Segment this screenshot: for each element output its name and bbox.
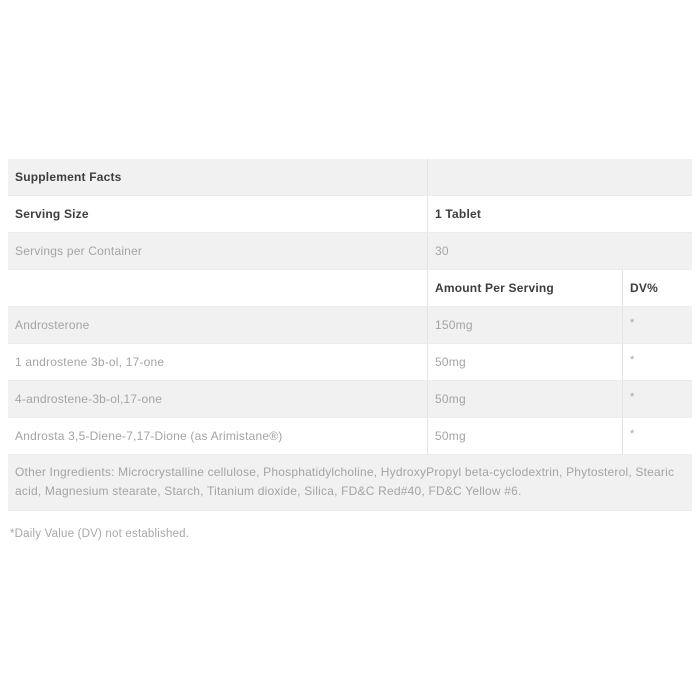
serving-size-label-cell	[8, 196, 427, 232]
ingredient-dv-cell	[622, 307, 692, 343]
ingredient-amount-cell	[427, 381, 622, 417]
supplement-facts-panel	[8, 159, 692, 540]
ingredient-dv: *	[630, 317, 635, 329]
ingredient-amount: 50mg	[435, 392, 466, 406]
ingredient-name: 1 androstene 3b-ol, 17-one	[15, 355, 165, 369]
servings-label: Servings per Container	[15, 244, 143, 258]
ingredient-name-cell	[8, 344, 427, 380]
ingredient-dv-cell	[622, 344, 692, 380]
servings-label-cell	[8, 233, 427, 269]
serving-size-value-cell	[427, 196, 692, 232]
other-ingredients-row	[8, 455, 692, 511]
table-row-servings-per-container	[8, 233, 692, 270]
servings-value: 30	[435, 244, 449, 258]
ingredient-name-cell	[8, 307, 427, 343]
serving-size-value: 1 Tablet	[435, 207, 482, 221]
ingredient-amount: 150mg	[435, 318, 473, 332]
ingredient-amount: 50mg	[435, 355, 466, 369]
other-ingredients-text: Other Ingredients: Microcrystalline cellulose, Phosphatidylcholine, HydroxyPropyl beta-cyclodextrin, Phytosterol, Stearic acid, Magnesium stearate, Starch, Titanium dioxide, Silica, FD&C Red#40, FD&C Yellow #6.	[15, 465, 675, 498]
ingredient-name: Androsta 3,5-Diene-7,17-Dione (as Arimistane®)	[15, 429, 283, 443]
ingredient-amount-cell	[427, 344, 622, 380]
panel-title-cell	[8, 159, 427, 195]
dv-footnote: *Daily Value (DV) not established.	[10, 528, 190, 540]
ingredient-dv: *	[630, 354, 635, 366]
table-row-title	[8, 159, 692, 196]
table-row-ingredient	[8, 381, 692, 418]
ingredient-name: Androsterone	[15, 318, 90, 332]
ingredient-amount-cell	[427, 418, 622, 454]
ingredient-amount-cell	[427, 307, 622, 343]
table-row-ingredient	[8, 344, 692, 381]
table-row-ingredient	[8, 418, 692, 455]
servings-value-cell	[427, 233, 692, 269]
ingredient-dv: *	[630, 391, 635, 403]
empty-cell	[427, 159, 692, 195]
ingredient-name: 4-androstene-3b-ol,17-one	[15, 392, 163, 406]
empty-header-cell	[8, 270, 427, 306]
ingredient-dv-cell	[622, 418, 692, 454]
ingredient-dv-cell	[622, 381, 692, 417]
ingredient-name-cell	[8, 381, 427, 417]
panel-title: Supplement Facts	[15, 170, 122, 184]
table-row-serving-size	[8, 196, 692, 233]
dv-column-header: DV%	[630, 281, 658, 295]
serving-size-label: Serving Size	[15, 207, 89, 221]
amount-column-header: Amount Per Serving	[435, 281, 554, 295]
amount-header-cell	[427, 270, 622, 306]
ingredient-amount: 50mg	[435, 429, 466, 443]
ingredient-dv: *	[630, 428, 635, 440]
ingredient-name-cell	[8, 418, 427, 454]
table-row-ingredient	[8, 307, 692, 344]
dv-header-cell	[622, 270, 692, 306]
table-header-row	[8, 270, 692, 307]
